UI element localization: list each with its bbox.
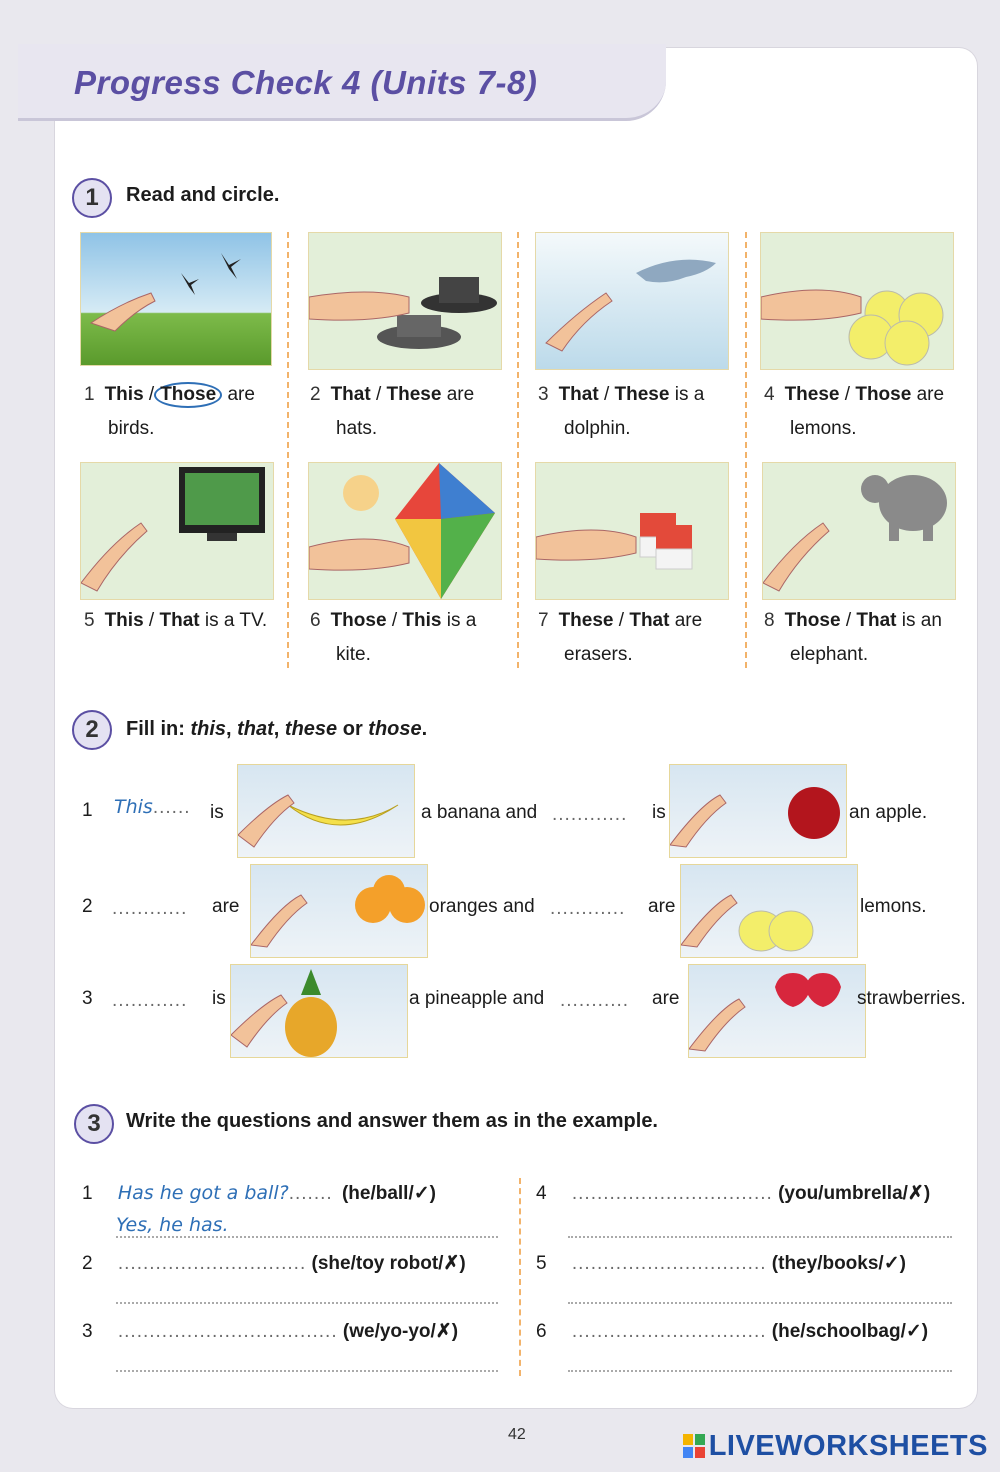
brand-text: LIVEWORKSHEETS [708,1430,988,1462]
answer-dots: ............ [112,990,188,1011]
ex2-row-3-blank1[interactable] [112,990,187,1012]
option-a[interactable]: That [558,384,599,405]
caption-rest-line2: lemons. [790,418,857,439]
liveworksheets-brand[interactable] [683,1430,988,1463]
oranges-illustration [251,865,427,957]
option-b[interactable]: This [402,610,442,631]
pineapple-picture [230,964,408,1058]
lemons-illustration [761,233,953,369]
ex2-row-3-blank2[interactable] [560,990,629,1012]
answer-dots: ............ [550,898,626,919]
caption-rest: are [446,384,475,405]
birds-picture [80,232,272,366]
item-number: 3 [82,1321,93,1342]
option-a[interactable]: Those [330,610,387,631]
comma: , [273,718,285,740]
ex2-row-2-end: lemons. [860,896,927,917]
item-number: 2 [310,384,321,405]
option-a[interactable]: This [104,384,144,405]
lemons-picture [760,232,954,370]
answer-line[interactable] [568,1370,952,1372]
item-number: 3 [538,384,549,405]
cue: (he/schoolbag/✓) [771,1321,929,1342]
ex2-row-2-mid: oranges and [429,896,535,917]
answer-dots: ............ [112,898,188,919]
strawberries-picture [688,964,866,1058]
word-that: that [237,718,274,740]
option-b[interactable]: Those [855,384,912,405]
answer-line[interactable] [116,1370,498,1372]
caption-rest-line2: erasers. [564,644,633,665]
option-b-circled[interactable]: Those [154,382,222,408]
cue: (they/books/✓) [771,1253,906,1274]
caption-rest-line2: kite. [336,644,371,665]
ex1-item-3 [538,378,704,446]
hats-picture [308,232,502,370]
ex3-item-2 [82,1252,466,1275]
column-divider [517,232,519,668]
separator: / [603,384,610,405]
column-divider [745,232,747,668]
pineapple-illustration [231,965,407,1057]
separator: / [618,610,625,631]
caption-rest: is a [446,610,477,631]
section-3-instruction: Write the questions and answer them as in the example. [126,1110,658,1132]
caption-rest: is a [674,384,705,405]
liveworksheets-logo-icon [683,1433,705,1457]
erasers-picture [535,462,729,600]
option-a[interactable]: Those [784,610,841,631]
birds-illustration [81,233,271,365]
item-number: 6 [536,1321,547,1342]
separator: / [375,384,382,405]
ex2-row-2-number: 2 [82,896,93,917]
kite-picture [308,462,502,600]
word-or: or [337,718,369,740]
answer-dots: ....... [288,1183,333,1204]
answer-dots[interactable]: ............................... [571,1253,767,1274]
separator: / [391,610,398,631]
option-a[interactable]: That [330,384,371,405]
item-number: 4 [764,384,775,405]
caption-rest: are [674,610,703,631]
option-b[interactable]: That [159,610,200,631]
tv-illustration [81,463,273,599]
answer-dots[interactable]: ................................ [571,1183,773,1204]
hats-illustration [309,233,501,369]
option-a[interactable]: These [784,384,840,405]
section-2-instruction [126,718,427,741]
item-number: 1 [84,384,95,405]
answer-line[interactable] [116,1236,498,1238]
separator: / [844,384,851,405]
banana-illustration [238,765,414,857]
ex3-item-6 [536,1320,928,1343]
ex1-item-8 [764,604,942,672]
ex3-item-3 [82,1320,458,1343]
caption-rest-line2: hats. [336,418,378,439]
elephant-illustration [763,463,955,599]
answer-dots: ........... [560,990,630,1011]
handwritten-answer: This [114,796,153,818]
ex3-item-1-answer[interactable] [116,1214,229,1237]
dolphin-picture [535,232,729,370]
elephant-picture [762,462,956,600]
kite-illustration [309,463,501,599]
item-number: 2 [82,1253,93,1274]
section-3-number: 3 [74,1104,114,1144]
caption-rest-line2: birds. [108,418,155,439]
item-number: 4 [536,1183,547,1204]
ex2-row-2-blank1[interactable] [112,898,187,920]
ex3-item-5 [536,1252,906,1275]
handwritten-answer: Yes, he has. [116,1214,229,1236]
ex1-item-7 [538,604,702,672]
item-number: 1 [82,1183,93,1204]
answer-dots: ............ [552,804,628,825]
caption-rest: are [227,384,255,405]
ex2-row-3-verb1: is [212,988,226,1009]
apple-illustration [670,765,846,857]
item-number: 5 [84,610,95,631]
ex2-row-2-verb2: are [648,896,676,917]
tv-picture [80,462,274,600]
cue: (he/ball/✓) [341,1183,436,1204]
column-divider [287,232,289,668]
ex2-row-1-blank1[interactable] [114,796,191,819]
ex1-item-5 [84,604,267,638]
caption-rest-line2: dolphin. [564,418,631,439]
word-those: those [368,718,422,740]
lemons-picture-2 [680,864,858,958]
option-b[interactable]: These [386,384,442,405]
ex2-row-2-blank2[interactable] [550,898,625,920]
caption-rest: is a TV. [204,610,268,631]
ex2-row-1-mid: a banana and [421,802,538,823]
ex2-row-3-number: 3 [82,988,93,1009]
column-divider [519,1178,521,1376]
answer-dots: ...... [152,797,191,818]
section-1-instruction: Read and circle. [126,184,280,206]
option-a[interactable]: These [558,610,614,631]
ex2-row-3-end: strawberries. [857,988,966,1009]
erasers-illustration [536,463,728,599]
item-number: 7 [538,610,549,631]
item-number: 8 [764,610,775,631]
answer-line[interactable] [568,1302,952,1304]
ex2-row-1-verb2: is [652,802,666,823]
answer-dots[interactable]: ............................... [571,1321,767,1342]
ex1-item-4 [764,378,944,446]
ex1-item-1 [84,378,255,446]
ex2-row-1-end: an apple. [849,802,928,823]
dolphin-illustration [536,233,728,369]
apple-picture [669,764,847,858]
caption-rest: is an [901,610,942,631]
answer-line[interactable] [568,1236,952,1238]
period: . [421,718,428,740]
word-this: this [190,718,226,740]
ex3-item-4 [536,1182,930,1205]
page-title: Progress Check 4 (Units 7-8) [74,64,538,101]
handwritten-question[interactable]: Has he got a ball? [117,1182,289,1204]
ex2-row-3-verb2: are [652,988,680,1009]
instruction-prefix: Fill in: [126,718,191,740]
lemons-illustration-2 [681,865,857,957]
ex3-item-1 [82,1182,436,1205]
section-2-number: 2 [72,710,112,750]
item-number: 6 [310,610,321,631]
ex2-row-1-verb1: is [210,802,224,823]
option-b[interactable]: That [629,610,670,631]
answer-dots[interactable]: ................................... [117,1321,338,1342]
separator: / [845,610,852,631]
ex1-item-2 [310,378,474,446]
cue: (you/umbrella/✗) [778,1183,931,1204]
word-these: these [284,718,338,740]
cue: (she/toy robot/✗) [311,1253,466,1274]
cue: (we/yo-yo/✗) [342,1321,459,1342]
separator: / [148,610,155,631]
banana-picture [237,764,415,858]
comma: , [226,718,238,740]
ex2-row-1-blank2[interactable] [552,804,627,826]
option-b[interactable]: That [856,610,897,631]
ex2-row-1-number: 1 [82,800,93,821]
caption-rest: are [916,384,945,405]
item-number: 5 [536,1253,547,1274]
oranges-picture [250,864,428,958]
separator: / [148,384,155,405]
caption-rest-line2: elephant. [790,644,869,665]
option-a[interactable]: This [104,610,144,631]
ex1-item-6 [310,604,476,672]
ex2-row-3-mid: a pineapple and [409,988,545,1009]
ex2-row-2-verb1: are [212,896,240,917]
page-number: 42 [508,1426,526,1443]
strawberries-illustration [689,965,865,1057]
answer-line[interactable] [116,1302,498,1304]
option-b[interactable]: These [614,384,670,405]
answer-dots[interactable]: .............................. [117,1253,307,1274]
section-1-number: 1 [72,178,112,218]
